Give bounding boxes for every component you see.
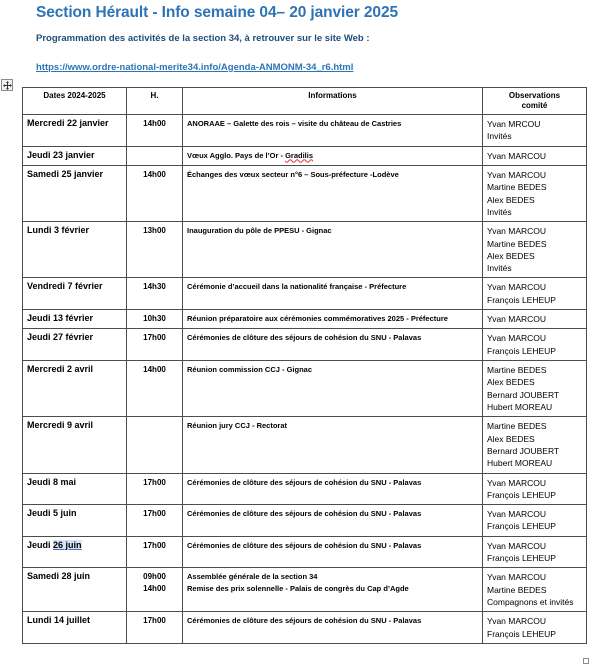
observation-line: Hubert MOREAU xyxy=(487,458,553,469)
observation-line: Yvan MARCOU xyxy=(487,540,547,551)
observation-line: Yvan MARCOU xyxy=(487,509,547,520)
cell-informations xyxy=(183,568,483,612)
cell-hour xyxy=(127,568,183,612)
table-row xyxy=(23,612,587,644)
agenda-table xyxy=(22,87,587,644)
observation-line: Alex BEDES xyxy=(487,194,535,205)
observation-line: Alex BEDES xyxy=(487,250,535,261)
cell-informations xyxy=(183,361,483,417)
observation-line: Bernard JOUBERT xyxy=(487,445,560,456)
hour-line: 17h00 xyxy=(143,616,166,626)
cell-date: Jeudi 27 février xyxy=(23,329,127,361)
hour-line: 13h00 xyxy=(143,226,166,236)
observation-line: François LEHEUP xyxy=(487,489,556,500)
cell-hour xyxy=(127,165,183,221)
cell-date: Jeudi 23 janvier xyxy=(23,146,127,165)
table-resize-handle-icon[interactable] xyxy=(583,658,589,664)
cell-informations xyxy=(183,417,483,473)
cell-observations xyxy=(483,310,587,329)
hour-line: 17h00 xyxy=(143,477,166,487)
column-header-observations-line1: Observations xyxy=(508,91,561,100)
table-row xyxy=(23,165,587,221)
observation-line: Invités xyxy=(487,131,512,142)
cell-date: Lundi 14 juillet xyxy=(23,612,127,644)
hour-line: 14h30 xyxy=(143,282,166,292)
spellcheck-word: Gradilis xyxy=(285,150,314,160)
observation-line: Martine BEDES xyxy=(487,421,547,432)
observation-line: Yvan MARCOU xyxy=(487,169,547,180)
cell-date: Mercredi 2 avril xyxy=(23,361,127,417)
observation-line: Alex BEDES xyxy=(487,377,535,388)
observation-line: Yvan MARCOU xyxy=(487,226,547,237)
observation-line: Yvan MARCOU xyxy=(487,150,547,161)
cell-informations xyxy=(183,115,483,147)
info-line: Réunion commission CCJ - Gignac xyxy=(187,365,313,374)
info-line: Cérémonies de clôture des séjours de cohésion du SNU - Palavas xyxy=(187,333,422,343)
info-line: Assemblée générale de la section 34 xyxy=(187,572,318,582)
hour-line: 10h30 xyxy=(143,314,166,324)
observation-line: Invités xyxy=(487,206,512,217)
cell-date: Samedi 28 juin xyxy=(23,568,127,612)
cell-observations xyxy=(483,568,587,612)
observation-line: Invités xyxy=(487,263,512,274)
observation-line: Bernard JOUBERT xyxy=(487,389,560,400)
cell-informations xyxy=(183,146,483,165)
cell-observations xyxy=(483,329,587,361)
cell-observations xyxy=(483,165,587,221)
cell-observations xyxy=(483,473,587,505)
cell-observations xyxy=(483,612,587,644)
observation-line: Hubert MOREAU xyxy=(487,401,553,412)
cell-hour xyxy=(127,536,183,568)
info-line: Cérémonies de clôture des séjours de cohésion du SNU - Palavas xyxy=(187,477,422,487)
agenda-website-link[interactable]: https://www.ordre-national-merite34.info/Agenda-ANMONM-34_r6.html xyxy=(36,62,354,73)
cell-informations xyxy=(183,536,483,568)
cell-observations xyxy=(483,146,587,165)
hour-line: 17h00 xyxy=(143,540,166,550)
table-row xyxy=(23,417,587,473)
info-line: Remise des prix solennelle - Palais de congrès du Cap d’Agde xyxy=(187,583,409,593)
observation-line: François LEHEUP xyxy=(487,294,556,305)
table-row xyxy=(23,278,587,310)
info-line: Échanges des vœux secteur n°6 – Sous-préfecture -Lodève xyxy=(187,169,399,179)
cell-observations xyxy=(483,505,587,537)
observation-line: Yvan MARCOU xyxy=(487,616,547,627)
cell-observations xyxy=(483,361,587,417)
column-header-informations: Informations xyxy=(183,88,483,115)
info-line: Cérémonies de clôture des séjours de cohésion du SNU - Palavas xyxy=(187,540,422,550)
column-header-hour: H. xyxy=(127,88,183,115)
table-row xyxy=(23,361,587,417)
four-arrow-move-icon xyxy=(3,81,12,90)
observation-line: Yvan MARCOU xyxy=(487,282,547,293)
table-header-row xyxy=(23,88,587,115)
observation-line: Martine BEDES xyxy=(487,365,547,375)
cell-hour xyxy=(127,612,183,644)
hour-line: 14h00 xyxy=(143,119,166,128)
cell-date: Vendredi 7 février xyxy=(23,278,127,310)
column-header-observations-line2: comité xyxy=(521,101,548,110)
cell-informations xyxy=(183,310,483,329)
cell-date: Jeudi 26 juin xyxy=(23,536,127,568)
document-subtitle: Programmation des activités de la section 34, à retrouver sur le site Web : xyxy=(36,33,370,44)
cell-informations xyxy=(183,329,483,361)
agenda-table-container xyxy=(22,87,586,644)
info-line: Cérémonies de clôture des séjours de cohésion du SNU - Palavas xyxy=(187,509,422,519)
cell-date: Jeudi 5 juin xyxy=(23,505,127,537)
cell-informations xyxy=(183,505,483,537)
cell-observations xyxy=(483,536,587,568)
cell-informations xyxy=(183,222,483,278)
table-row xyxy=(23,310,587,329)
cell-observations xyxy=(483,278,587,310)
table-row xyxy=(23,329,587,361)
observation-line: François LEHEUP xyxy=(487,628,556,639)
cell-hour xyxy=(127,329,183,361)
cell-hour xyxy=(127,310,183,329)
observation-line: Compagnons et invités xyxy=(487,597,574,607)
info-line: ANORAAE – Galette des rois – visite du château de Castries xyxy=(187,119,402,128)
hour-line: 17h00 xyxy=(143,333,166,343)
cell-date: Mercredi 9 avril xyxy=(23,417,127,473)
cell-date: Jeudi 8 mai xyxy=(23,473,127,505)
observation-line: François LEHEUP xyxy=(487,521,556,532)
cell-hour xyxy=(127,278,183,310)
info-line: Inauguration du pôle de PPESU - Gignac xyxy=(187,226,332,236)
cell-hour xyxy=(127,146,183,165)
cell-hour xyxy=(127,361,183,417)
cell-informations xyxy=(183,612,483,644)
observation-line: Alex BEDES xyxy=(487,433,535,444)
table-row xyxy=(23,505,587,537)
info-line: Cérémonies de clôture des séjours de cohésion du SNU - Palavas xyxy=(187,616,422,626)
observation-line: Yvan MRCOU xyxy=(487,119,541,129)
hour-line: 14h00 xyxy=(143,169,166,179)
info-line: Vœux Agglo. Pays de l’Or - Gradilis xyxy=(187,150,314,160)
agenda-table-body xyxy=(23,115,587,644)
table-row xyxy=(23,568,587,612)
date-highlight: 26 juin xyxy=(53,539,82,550)
table-move-handle-icon[interactable] xyxy=(1,79,13,91)
cell-hour xyxy=(127,115,183,147)
observation-line: Martine BEDES xyxy=(487,238,547,249)
cell-date: Mercredi 22 janvier xyxy=(23,115,127,147)
cell-hour xyxy=(127,222,183,278)
cell-hour xyxy=(127,473,183,505)
cell-date: Lundi 3 février xyxy=(23,222,127,278)
observation-line: Yvan MARCOU xyxy=(487,477,547,488)
observation-line: Martine BEDES xyxy=(487,584,547,595)
hour-line: 14h00 xyxy=(143,365,166,374)
page-title: Section Hérault - Info semaine 04– 20 janvier 2025 xyxy=(36,4,398,21)
cell-hour xyxy=(127,505,183,537)
hour-line: 17h00 xyxy=(143,509,166,519)
cell-date: Jeudi 13 février xyxy=(23,310,127,329)
observation-line: François LEHEUP xyxy=(487,553,556,564)
cell-observations xyxy=(483,115,587,147)
table-row xyxy=(23,536,587,568)
info-line: Cérémonie d’accueil dans la nationalité française - Préfecture xyxy=(187,282,407,292)
table-row xyxy=(23,146,587,165)
info-line: Réunion jury CCJ - Rectorat xyxy=(187,421,288,431)
observation-line: Yvan MARCOU xyxy=(487,572,547,583)
hour-line: 09h00 xyxy=(143,572,166,582)
cell-observations xyxy=(483,222,587,278)
observation-line: Yvan MARCOU xyxy=(487,333,547,344)
table-row xyxy=(23,473,587,505)
cell-observations xyxy=(483,417,587,473)
column-header-dates: Dates 2024-2025 xyxy=(23,88,127,115)
hour-line: 14h00 xyxy=(143,583,166,593)
observation-line: Martine BEDES xyxy=(487,182,547,193)
observation-line: Yvan MARCOU xyxy=(487,314,547,325)
cell-hour xyxy=(127,417,183,473)
cell-date: Samedi 25 janvier xyxy=(23,165,127,221)
column-header-observations xyxy=(483,88,587,115)
cell-informations xyxy=(183,473,483,505)
observation-line: François LEHEUP xyxy=(487,345,556,356)
cell-informations xyxy=(183,278,483,310)
table-row xyxy=(23,115,587,147)
info-line: Réunion préparatoire aux cérémonies commémoratives 2025 - Préfecture xyxy=(187,314,448,324)
table-row xyxy=(23,222,587,278)
cell-informations xyxy=(183,165,483,221)
